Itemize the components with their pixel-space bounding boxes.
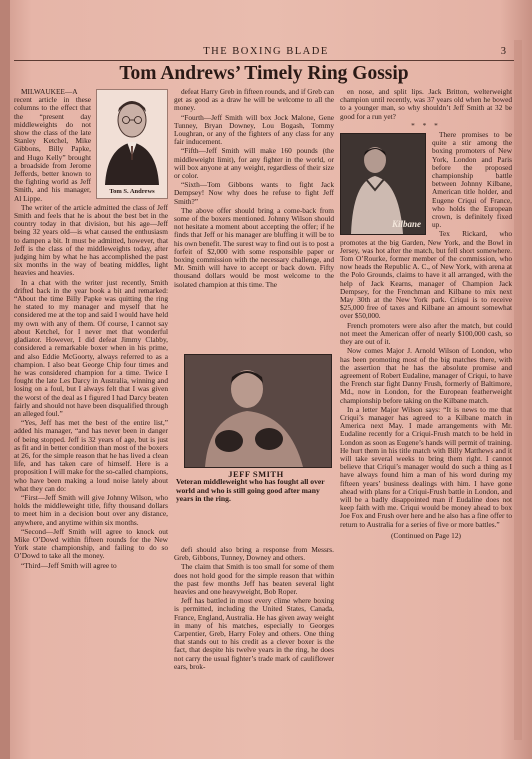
article-paragraph: In a letter Major Wilson says: “It is news to me that Criqui’s manager has agreed to a Kilbane match in America next May. I made arrangements with Mr. Eudaline recently for a Criqui-Frush match to be held in London as soon as Eugene’s hands will permit of training. He hurt them in his title match with Billy Matthews and it will take several weeks to bring them right. I cannot believe that Criqui’s manager would do such a thing as I have always found him a man of his word during my fifteen years’ business dealings with him. I have gone ahead with plans for a Criqui-Frush battle in London, and will be a badly disappointed man if Eudaline does not keep faith with me. Criqui would be money ahead to box Joe Fox and Frush over here and he also has a fine offer to return to Australia for a series of five or more battles.”	[340, 404, 512, 529]
article-paragraph: The writer of the article admitted the class of Jeff Smith and feels that he is about the best bet in the country today in that division, but his age—Jeff being 32 years old—is what caused the enthusiasm to dampen a bit. It must be admitted, however, that Jeff is the class of the middleweights today, after judging him by what he has accomplished the past six months in the way of beating middles, light heavies and heavies.	[14, 202, 168, 278]
column-3	[340, 88, 512, 748]
article-paragraph: “Fifth—Jeff Smith will make 160 pounds (the middleweight limit), for any fighter in the world, or will box anyone at any weight, regardless of their size or color.	[174, 146, 334, 181]
article-paragraph: The claim that Smith is too small for some of them does not hold good for the simple reason that within the past few months Jeff has beaten several light heavies and one heavyweight, Bob Roper.	[174, 562, 334, 597]
boxer-portrait-icon	[185, 355, 331, 467]
kilbane-photo	[340, 133, 426, 235]
boxer-photo	[184, 354, 332, 468]
article-paragraph: “Yes, Jeff has met the best of the entire list,” added his manager, “and has never been in danger of being stopped. Jeff is 32 years of age, but is just as fit and in better condition than most of the boxers at 26, for the simple reason that he has lived a clean life, and has taken care of himself. Here is a proposition I will make for the so-called champions, who have been making a loud noise lately about what they can do:	[14, 418, 168, 493]
author-photo	[96, 89, 168, 199]
article-paragraph: The above offer should bring a come-back from some of the boxers mentioned. Johnny Wilson should not hesitate a moment about accepting the offer; if he finds that Jeff or his manager are bluffing it will be to his own benefit. The surest way to find out is to post a forfeit of $2,000 with some responsible paper or boxing commission with the necessary challenge, and Mr. Smith will have to accept or back down. Fifty thousand dollars would be most welcome to the isolated champion at this time. The	[174, 205, 334, 289]
article-paragraph: defi should also bring a response from Messrs. Greb, Gibbons, Tunney, Downey and others.	[174, 546, 334, 563]
binding-edge	[0, 0, 10, 759]
boxer-photo-caption-name: JEFF SMITH	[228, 469, 284, 479]
article-paragraph: Now comes Major J. Arnold Wilson of London, who has been promoting most of the big matches there, with the assertion that he has the absolute promise and agreement of Robert Eudaline, manager of Criqui, to have the French star fight Danny Frush, formerly of Baltimore, Md., now in London, for the European featherweight championship before taking on the Kilbane match.	[340, 346, 512, 405]
article-paragraph: French promoters were also after the match, but could not meet the American offer of nearly $100,000 cash, so they are out of it.	[340, 320, 512, 347]
boxer-photo-caption	[176, 470, 336, 504]
article-paragraph: en nose, and split lips. Jack Britton, welterweight champion until recently, was 37 years old when he bowed to a younger man, so why shouldn’t Jeff Smith at 32 be good for a run yet?	[340, 88, 512, 121]
column-2-bottom	[174, 546, 334, 754]
column-1	[14, 88, 168, 748]
article-paragraph: Jeff has battled in most every clime where boxing is permitted, including the United States, Canada, France, England, Australia. He has given away weight in many of his matches, especially to Georges Carpentier, Greb, Harry Foley and others. One thing that stands out to his credit as a clever boxer is the fact, that despite his twelve years in the ring, he does not carry the usual fighter’s trade mark of cauliflower ears, brok-	[174, 596, 334, 671]
article-paragraph: “Fourth—Jeff Smith will box Jock Malone, Gene Tunney, Bryan Downey, Lou Bogash, Tommy Loughran, or any of the fighters of any class for any fair inducement.	[174, 112, 334, 147]
header-rule	[14, 60, 514, 61]
kilbane-photo-signature: Kilbane	[391, 218, 421, 229]
article-paragraph: Tex Rickard, who promotes at the big Garden, New York, and the Bowl in Jersey, was hot after the match, but fell short somewhere. Tom O’Rourke, former member of the commission, who now heads the Republic A. C., of New York, with arena at the Polo Grounds, claims to have it all arranged, with the help of Jack Kearns, manager of Champion Jack Dempsey, for the Frenchman and Kilbane to mix next May 30th at the New York park. Criqui is to receive $25,000 free of taxes and Kilbane an amount somewhat over $50,000.	[340, 229, 512, 321]
running-header	[0, 46, 532, 60]
article-paragraph: “Sixth—Tom Gibbons wants to fight Jack Dempsey! Now why does he refuse to fight Jeff Smith?”	[174, 180, 334, 206]
author-photo-caption: Tom S. Andrews	[109, 187, 155, 195]
column-2-top	[174, 88, 334, 350]
article-title: Tom Andrews’ Timely Ring Gossip	[119, 63, 409, 84]
article-paragraph: defeat Harry Greb in fifteen rounds, and if Greb can get as good as a draw he will be welcome to all the money.	[174, 88, 334, 113]
article-paragraph: In a chat with the writer just recently, Smith drifted back in the year book a bit and remarked: “About the time Billy Papke was quitting the ring he stated to my manager and myself that he considered me at the top and said I would have held my own with any of them. Of course, I cannot say about Ketchel, for I never met that wonderful gladiator. However, I did defeat Jimmy Clabby, considered a remarkable boxer when in his prime, and also Eddie McGoorty, always referred to as a champion. I also beat George Chip four times and he was considered champion for a time. Twice I fought the late Les Darcy in Australia, winning and losing on a foul, but I always felt that I was given the worst of the deal as I figured I had Darcy beaten fairly and should not have been disqualified through an alleged foul.”	[14, 277, 168, 418]
page-edge-shadow	[514, 40, 522, 740]
article-paragraph: MILWAUKEE—A recent article in these columns to the effect that the “present day middleweights do not show the class of the late Stanley Ketchel, Mike Gibbons, Billy Papke, and Hugo Kelly” brought a broadside from Jerome Jefferds, better known to the fighting world as Jeff Smith, and his manager, Al Lippe.	[14, 88, 91, 203]
article-paragraph: There promises to be quite a stir among the boxing promoters of New York, London and Paris before the proposed championship battle between Johnny Kilbane, American title holder, and Eugene Criqui of France, who holds the European crown, is definitely fixed up.	[432, 130, 512, 230]
article-paragraph: “Third—Jeff Smith will agree to	[21, 560, 117, 570]
article-paragraph: “First—Jeff Smith will give Johnny Wilson, who holds the middleweight title, fifty thousand dollars to meet him in a decision bout over any distance, anywhere, and anytime within six months.	[14, 492, 168, 527]
running-title: THE BOXING BLADE	[203, 46, 329, 57]
article-paragraph: “Second—Jeff Smith will agree to knock out Mike O’Dowd within fifteen rounds for the New York state championship, and failing to do so O’Dowd to take all the money.	[14, 526, 168, 561]
section-divider-stars: * * *	[411, 120, 441, 130]
page-number: 3	[500, 46, 506, 57]
author-portrait-icon	[97, 90, 167, 185]
boxer-photo-caption-text: Veteran middleweight who has fought all over world and who is still going good after many years in the ring.	[176, 477, 325, 504]
continued-note: (Continued on Page 12)	[391, 530, 461, 540]
